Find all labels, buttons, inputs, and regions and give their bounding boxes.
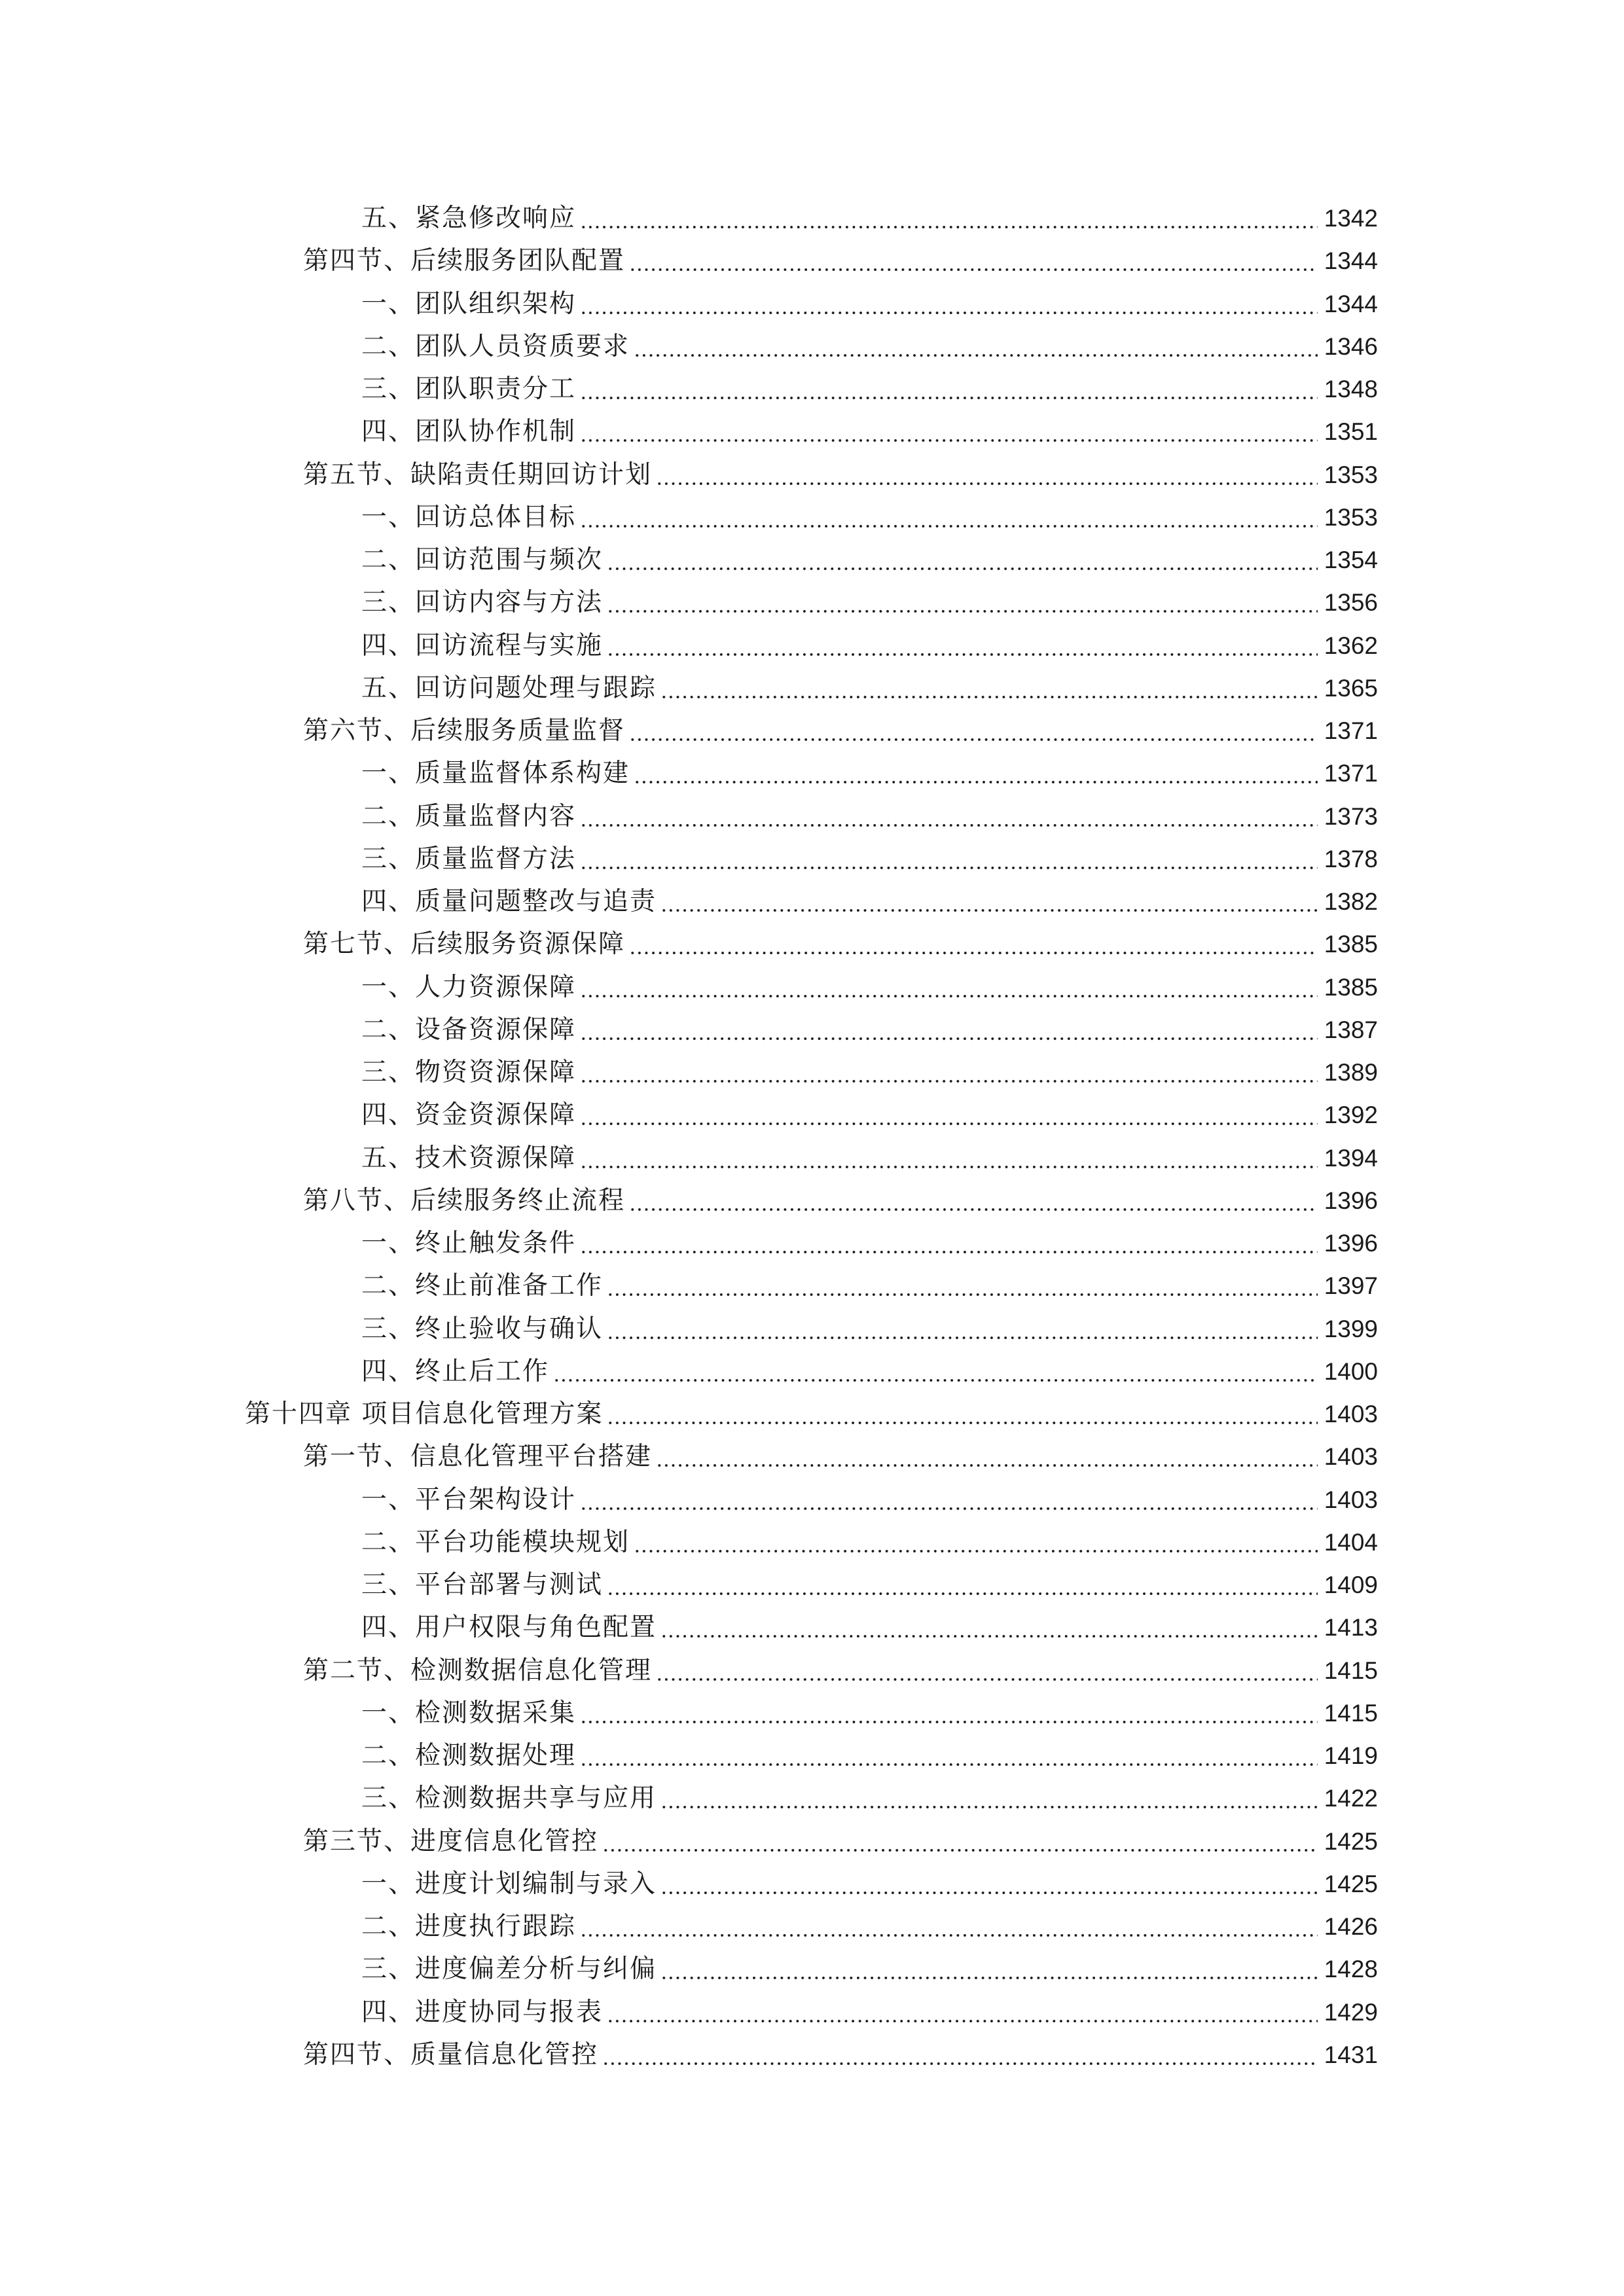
toc-section-entry[interactable] — [0, 713, 1624, 755]
toc-row — [361, 1482, 1378, 1518]
toc-row — [245, 1396, 1378, 1433]
toc-subsection-entry[interactable] — [0, 1780, 1624, 1823]
toc-entry-title: 四、终止后工作 — [361, 1356, 550, 1386]
toc-entry-title: 二、终止前准备工作 — [361, 1271, 604, 1301]
toc-page-number: 1389 — [1324, 1059, 1378, 1086]
toc-row — [361, 1354, 1378, 1390]
toc-subsection-entry[interactable] — [0, 1909, 1624, 1951]
toc-page-number: 1385 — [1324, 931, 1378, 958]
toc-chapter-entry[interactable] — [0, 1396, 1624, 1439]
dot-leader — [580, 993, 1318, 999]
toc-row — [303, 1823, 1378, 1860]
toc-section-entry[interactable] — [0, 243, 1624, 285]
toc-page-number: 1415 — [1324, 1657, 1378, 1684]
dot-leader — [602, 2060, 1318, 2067]
toc-page-number: 1403 — [1324, 1443, 1378, 1471]
toc-row — [361, 884, 1378, 920]
toc-page-number: 1426 — [1324, 1913, 1378, 1940]
toc-page-number: 1382 — [1324, 888, 1378, 915]
toc-subsection-entry[interactable] — [0, 1609, 1624, 1652]
toc-entry-title: 第四节、后续服务团队配置 — [303, 246, 626, 276]
toc-section-entry[interactable] — [0, 1823, 1624, 1866]
toc-row — [303, 2037, 1378, 2073]
toc-subsection-entry[interactable] — [0, 329, 1624, 371]
toc-entry-title: 一、质量监督体系构建 — [361, 759, 630, 789]
dot-leader — [607, 2018, 1318, 2024]
dot-leader — [607, 1291, 1318, 1298]
dot-leader — [656, 1462, 1318, 1469]
toc-row — [361, 755, 1378, 792]
toc-subsection-entry[interactable] — [0, 755, 1624, 798]
toc-entry-title: 一、终止触发条件 — [361, 1229, 577, 1258]
toc-entry-title: 三、进度偏差分析与纠偏 — [361, 1954, 657, 1984]
toc-entry-title: 第三节、进度信息化管控 — [303, 1826, 599, 1856]
toc-subsection-entry[interactable] — [0, 1012, 1624, 1054]
dot-leader — [580, 1505, 1318, 1512]
toc-entry-title: 四、回访流程与实施 — [361, 630, 604, 660]
toc-page-number: 1371 — [1324, 760, 1378, 787]
toc-page-number: 1353 — [1324, 503, 1378, 531]
toc-subsection-entry[interactable] — [0, 200, 1624, 243]
toc-page-number: 1425 — [1324, 1827, 1378, 1855]
toc-row — [361, 670, 1378, 707]
toc-row — [361, 1951, 1378, 1988]
toc-entry-title: 三、质量监督方法 — [361, 844, 577, 874]
dot-leader — [580, 395, 1318, 401]
toc-row — [361, 1909, 1378, 1945]
toc-entry-title: 二、回访范围与频次 — [361, 545, 604, 575]
toc-page-number: 1413 — [1324, 1614, 1378, 1641]
toc-section-entry[interactable] — [0, 1439, 1624, 1481]
toc-page-number: 1344 — [1324, 290, 1378, 317]
dot-leader — [660, 1890, 1318, 1896]
toc-entry-title: 一、人力资源保障 — [361, 972, 577, 1002]
toc-subsection-entry[interactable] — [0, 499, 1624, 542]
toc-subsection-entry[interactable] — [0, 1695, 1624, 1738]
toc-entry-title: 一、回访总体目标 — [361, 502, 577, 532]
toc-row — [361, 1311, 1378, 1348]
toc-subsection-entry[interactable] — [0, 1354, 1624, 1396]
toc-page-number: 1428 — [1324, 1956, 1378, 1983]
toc-row — [361, 1140, 1378, 1177]
toc-section-entry[interactable] — [0, 2037, 1624, 2079]
toc-subsection-entry[interactable] — [0, 1951, 1624, 1994]
toc-subsection-entry[interactable] — [0, 884, 1624, 926]
toc-page-number: 1399 — [1324, 1315, 1378, 1342]
toc-entry-title: 第四节、质量信息化管控 — [303, 2039, 599, 2070]
toc-page-number: 1348 — [1324, 376, 1378, 403]
toc-page-number: 1342 — [1324, 205, 1378, 232]
dot-leader — [634, 352, 1318, 359]
toc-row — [303, 1653, 1378, 1689]
toc-row — [361, 1524, 1378, 1561]
dot-leader — [660, 1633, 1318, 1640]
toc-row — [303, 1439, 1378, 1475]
toc-row — [361, 200, 1378, 237]
toc-page-number: 1344 — [1324, 247, 1378, 275]
toc-entry-title: 一、检测数据采集 — [361, 1698, 577, 1728]
toc-row — [361, 798, 1378, 835]
dot-leader — [580, 1035, 1318, 1042]
toc-page-number: 1387 — [1324, 1016, 1378, 1043]
toc-row — [361, 542, 1378, 579]
toc-entry-title: 第七节、后续服务资源保障 — [303, 929, 626, 960]
toc-entry-title: 第五节、缺陷责任期回访计划 — [303, 459, 653, 490]
dot-leader — [660, 1975, 1318, 1981]
toc-page-number: 1431 — [1324, 2041, 1378, 2068]
dot-leader — [629, 1206, 1318, 1213]
toc-subsection-entry[interactable] — [0, 841, 1624, 884]
toc-entry-title: 二、团队人员资质要求 — [361, 331, 630, 361]
toc-subsection-entry[interactable] — [0, 1866, 1624, 1909]
dot-leader — [634, 1548, 1318, 1554]
toc-entry-title: 第一节、信息化管理平台搭建 — [303, 1442, 653, 1472]
toc-entry-title: 一、团队组织架构 — [361, 289, 577, 319]
toc-row — [361, 371, 1378, 408]
toc-entry-title: 第六节、后续服务质量监督 — [303, 716, 626, 745]
toc-entry-title: 三、平台部署与测试 — [361, 1570, 604, 1600]
toc-subsection-entry[interactable] — [0, 1311, 1624, 1354]
toc-entry-title: 四、进度协同与报表 — [361, 1997, 604, 2027]
dot-leader — [634, 779, 1318, 785]
toc-page-number: 1396 — [1324, 1187, 1378, 1214]
toc-page-number: 1415 — [1324, 1699, 1378, 1727]
toc-subsection-entry[interactable] — [0, 371, 1624, 414]
toc-entry-title: 三、回访内容与方法 — [361, 588, 604, 618]
dot-leader — [660, 1804, 1318, 1810]
toc-section-entry[interactable] — [0, 926, 1624, 969]
toc-subsection-entry[interactable] — [0, 1567, 1624, 1609]
toc-page-number: 1371 — [1324, 717, 1378, 744]
toc-page-number: 1346 — [1324, 332, 1378, 360]
toc-page-number: 1404 — [1324, 1528, 1378, 1556]
toc-row — [361, 969, 1378, 1006]
toc-page-number: 1400 — [1324, 1357, 1378, 1385]
toc-subsection-entry[interactable] — [0, 414, 1624, 456]
toc-subsection-entry[interactable] — [0, 1268, 1624, 1310]
toc-section-entry[interactable] — [0, 1653, 1624, 1695]
toc-row — [303, 243, 1378, 279]
dot-leader — [580, 1719, 1318, 1725]
toc-page-number: 1403 — [1324, 1401, 1378, 1427]
dot-leader — [580, 1078, 1318, 1085]
toc-entry-title: 一、进度计划编制与录入 — [361, 1869, 657, 1899]
toc-row — [361, 1225, 1378, 1262]
toc-entry-title: 一、平台架构设计 — [361, 1484, 577, 1515]
dot-leader — [607, 565, 1318, 572]
dot-leader — [580, 822, 1318, 829]
toc-entry-title: 三、检测数据共享与应用 — [361, 1784, 657, 1814]
toc-page-number: 1422 — [1324, 1785, 1378, 1812]
toc-page-number: 1378 — [1324, 845, 1378, 872]
toc-subsection-entry[interactable] — [0, 1097, 1624, 1139]
toc-entry-title: 四、质量问题整改与追责 — [361, 887, 657, 916]
toc-row — [361, 1738, 1378, 1774]
toc-entry-title: 二、检测数据处理 — [361, 1741, 577, 1770]
dot-leader — [656, 1676, 1318, 1683]
dot-leader — [580, 1932, 1318, 1939]
toc-entry-title: 二、平台功能模块规划 — [361, 1527, 630, 1557]
toc-row — [361, 499, 1378, 536]
toc-page-number: 1353 — [1324, 461, 1378, 488]
toc-row — [361, 584, 1378, 621]
toc-entry-title: 第二节、检测数据信息化管理 — [303, 1655, 653, 1685]
toc-entry-title: 三、物资资源保障 — [361, 1058, 577, 1087]
toc-row — [361, 1609, 1378, 1646]
dot-leader — [553, 1377, 1318, 1384]
toc-section-entry[interactable] — [0, 457, 1624, 499]
dot-leader — [629, 736, 1318, 743]
dot-leader — [607, 1590, 1318, 1597]
toc-row — [303, 1183, 1378, 1219]
toc-entry-title: 二、设备资源保障 — [361, 1014, 577, 1045]
toc-entry-title: 四、用户权限与角色配置 — [361, 1613, 657, 1643]
dot-leader — [580, 224, 1318, 230]
toc-page-number: 1373 — [1324, 802, 1378, 830]
toc-page-number: 1403 — [1324, 1486, 1378, 1513]
dot-leader — [656, 480, 1318, 487]
toc-row — [361, 1012, 1378, 1049]
dot-leader — [660, 694, 1318, 700]
dot-leader — [580, 1249, 1318, 1255]
toc-row — [361, 1866, 1378, 1903]
dot-leader — [660, 907, 1318, 914]
toc-row — [361, 841, 1378, 878]
toc-page-number: 1365 — [1324, 674, 1378, 702]
table-of-contents — [0, 200, 1624, 2079]
dot-leader — [629, 266, 1318, 273]
toc-entry-title: 五、技术资源保障 — [361, 1143, 577, 1173]
toc-row — [361, 329, 1378, 365]
toc-page-number: 1394 — [1324, 1144, 1378, 1172]
toc-row — [303, 713, 1378, 749]
toc-subsection-entry[interactable] — [0, 969, 1624, 1012]
dot-leader — [607, 651, 1318, 658]
toc-entry-title: 三、团队职责分工 — [361, 374, 577, 404]
toc-subsection-entry[interactable] — [0, 1738, 1624, 1780]
toc-page-number: 1354 — [1324, 547, 1378, 573]
toc-entry-title: 二、质量监督内容 — [361, 801, 577, 831]
toc-subsection-entry[interactable] — [0, 1140, 1624, 1183]
toc-row — [361, 286, 1378, 323]
toc-page-number: 1356 — [1324, 589, 1378, 617]
toc-entry-title: 五、回访问题处理与跟踪 — [361, 673, 657, 703]
toc-subsection-entry[interactable] — [0, 1994, 1624, 2037]
toc-subsection-entry[interactable] — [0, 628, 1624, 670]
toc-entry-title: 三、终止验收与确认 — [361, 1314, 604, 1344]
toc-entry-title: 五、紧急修改响应 — [361, 204, 577, 233]
toc-row — [361, 1567, 1378, 1604]
dot-leader — [580, 437, 1318, 444]
dot-leader — [580, 523, 1318, 529]
toc-subsection-entry[interactable] — [0, 286, 1624, 329]
toc-row — [361, 1695, 1378, 1732]
toc-row — [361, 1097, 1378, 1134]
toc-subsection-entry[interactable] — [0, 1225, 1624, 1268]
toc-entry-title: 四、团队协作机制 — [361, 417, 577, 447]
dot-leader — [607, 1420, 1317, 1426]
toc-page-number: 1429 — [1324, 1998, 1378, 2026]
dot-leader — [602, 1847, 1318, 1854]
toc-subsection-entry[interactable] — [0, 542, 1624, 584]
dot-leader — [629, 950, 1318, 956]
toc-subsection-entry[interactable] — [0, 1054, 1624, 1097]
toc-row — [361, 414, 1378, 450]
toc-section-entry[interactable] — [0, 1183, 1624, 1225]
toc-page-number: 1392 — [1324, 1102, 1378, 1129]
toc-row — [303, 926, 1378, 963]
toc-entry-title: 四、资金资源保障 — [361, 1100, 577, 1130]
dot-leader — [580, 1121, 1318, 1127]
toc-entry-title: 二、进度执行跟踪 — [361, 1912, 577, 1941]
toc-page-number: 1385 — [1324, 973, 1378, 1001]
toc-subsection-entry[interactable] — [0, 670, 1624, 713]
toc-page-number: 1396 — [1324, 1230, 1378, 1257]
dot-leader — [580, 865, 1318, 871]
toc-page-number: 1351 — [1324, 418, 1378, 446]
toc-row — [361, 1994, 1378, 2031]
toc-row — [361, 1780, 1378, 1817]
toc-page-number: 1419 — [1324, 1742, 1378, 1769]
toc-subsection-entry[interactable] — [0, 798, 1624, 841]
toc-page-number: 1425 — [1324, 1870, 1378, 1897]
toc-entry-title: 第十四章 项目信息化管理方案 — [245, 1399, 604, 1429]
toc-entry-title: 第八节、后续服务终止流程 — [303, 1185, 626, 1215]
dot-leader — [607, 1335, 1318, 1341]
dot-leader — [607, 608, 1318, 615]
toc-row — [361, 628, 1378, 664]
toc-page-number: 1397 — [1324, 1272, 1378, 1300]
dot-leader — [580, 1761, 1318, 1768]
toc-row — [361, 1268, 1378, 1304]
toc-subsection-entry[interactable] — [0, 584, 1624, 627]
toc-subsection-entry[interactable] — [0, 1524, 1624, 1567]
toc-page-number: 1409 — [1324, 1571, 1378, 1598]
toc-page-number: 1362 — [1324, 632, 1378, 659]
dot-leader — [580, 1164, 1318, 1170]
toc-row — [303, 457, 1378, 493]
toc-subsection-entry[interactable] — [0, 1482, 1624, 1524]
dot-leader — [580, 310, 1318, 316]
toc-row — [361, 1054, 1378, 1091]
